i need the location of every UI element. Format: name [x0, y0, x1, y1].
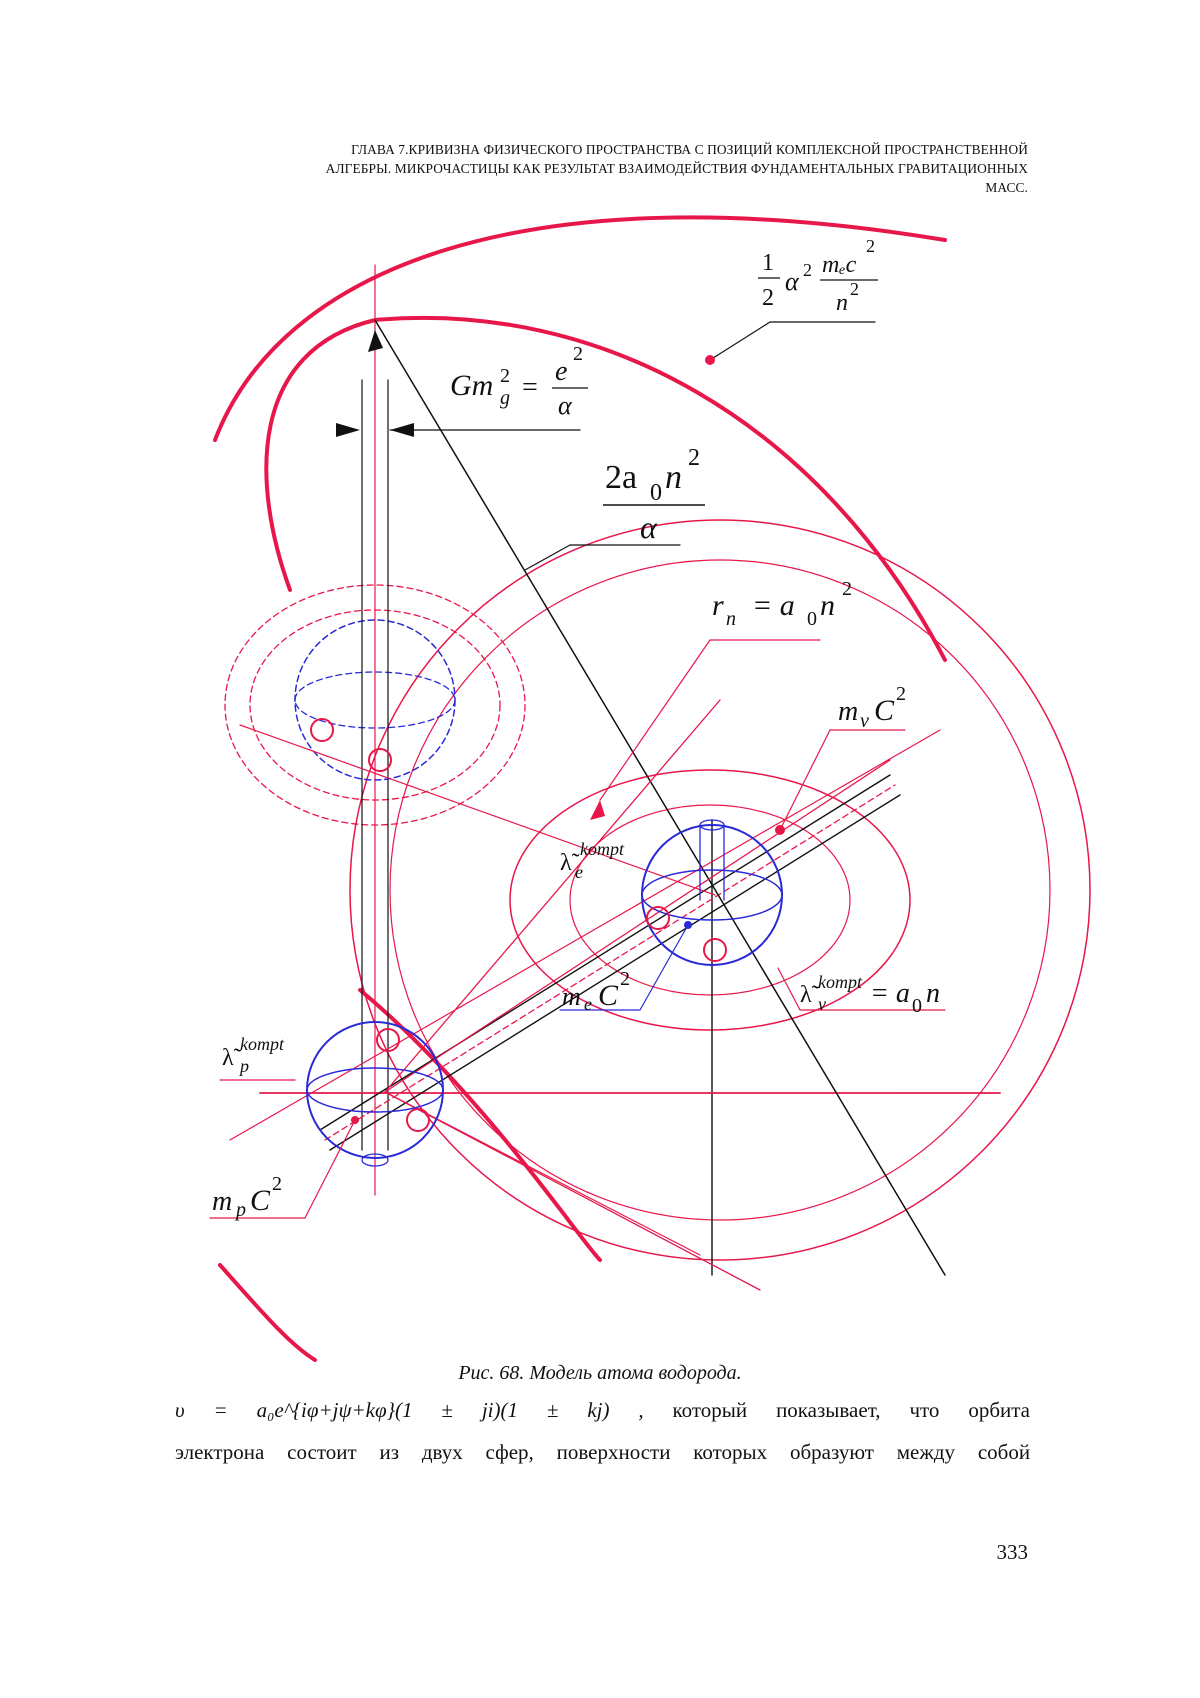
body-word: образуют: [789, 1440, 874, 1464]
leader-energy: [710, 322, 770, 360]
body-word: электрона: [175, 1440, 265, 1464]
body-line-2: [175, 1440, 1030, 1465]
page-number: 333: [996, 1540, 1028, 1564]
mp-sup: 2: [272, 1173, 282, 1195]
rn-eq: = a: [752, 589, 795, 622]
body-word: состоит: [287, 1440, 357, 1464]
mv-C: C: [874, 694, 895, 727]
leader-me: [640, 925, 688, 1010]
grav-lhs: Gm: [450, 369, 494, 402]
leader-mp: [305, 1120, 355, 1218]
lambda-e: λ̃: [560, 850, 572, 876]
lambda-p: λ̃: [222, 1045, 234, 1071]
dot-blue: [684, 921, 692, 929]
mp-sub: p: [236, 1199, 246, 1221]
diagonal-rail-1: [320, 775, 890, 1130]
rn-sub0: 0: [807, 608, 817, 630]
arrowhead-rn: [590, 800, 605, 820]
mv-m: m: [838, 696, 859, 727]
particle-marker: [407, 1109, 429, 1131]
body-word: орбита: [968, 1398, 1031, 1422]
lambda-e-sub: e: [575, 862, 583, 882]
energy-alpha: α: [785, 267, 799, 296]
outer-orbit-arc: [215, 217, 945, 440]
velocity-formula: υ = a₀e^{iφ+jψ+kφ}(1 ± ji)(1 ± kj) ,: [175, 1398, 644, 1422]
energy-num-sup: 2: [866, 236, 875, 256]
lambda-e-sup: kompt: [580, 839, 624, 859]
arrowhead-right: [336, 423, 360, 437]
body-word: между: [896, 1440, 956, 1464]
particle-marker: [704, 939, 726, 961]
figure-caption: Рис. 68. Модель атома водорода.: [458, 1362, 742, 1384]
energy-alpha-sup: 2: [803, 260, 812, 280]
lambda-p-sup: kompt: [240, 1034, 284, 1054]
dot: [775, 825, 785, 835]
red-radial-4: [385, 1092, 700, 1255]
mp-C: C: [250, 1184, 271, 1217]
particle-marker: [311, 719, 333, 741]
mp-m: m: [212, 1186, 233, 1217]
red-radial-6: [230, 730, 940, 1140]
body-word: двух: [421, 1440, 463, 1464]
red-radial-1: [385, 700, 720, 1092]
lambda-v-n: n: [926, 978, 940, 1009]
lower-orbit-arc: [220, 1265, 315, 1360]
grav-sup: 2: [500, 365, 510, 387]
body-word: которых: [693, 1440, 768, 1464]
grav-num: e: [555, 356, 568, 387]
orbit-circle-1: [350, 520, 1090, 1260]
body-word: поверхности: [556, 1440, 671, 1464]
mv-sub: ν: [860, 710, 869, 732]
lambda-v-sup: kompt: [818, 972, 862, 992]
energy-den-sup: 2: [850, 279, 859, 299]
leader-radius-big: [525, 545, 570, 570]
mv-sup: 2: [896, 683, 906, 705]
lambda-p-sub: p: [240, 1056, 249, 1076]
rn-n: n: [820, 589, 835, 622]
red-radial-5: [240, 725, 715, 895]
rn-sup: 2: [842, 578, 852, 600]
red-radial-2: [385, 760, 890, 1092]
rn-sub: n: [726, 608, 736, 630]
me-C: C: [598, 979, 619, 1012]
arrowhead-left: [390, 423, 414, 437]
me-sub: e: [584, 994, 592, 1014]
arrowhead-up: [368, 330, 383, 352]
header-line-2: АЛГЕБРЫ. МИКРОЧАСТИЦЫ КАК РЕЗУЛЬТАТ ВЗАИМОДЕЙСТВИЯ ФУНДАМЕНТАЛЬНЫХ ГРАВИТАЦИОННЫХ: [325, 161, 1028, 176]
body-word: сфер,: [485, 1440, 534, 1464]
energy-den: n: [836, 290, 848, 316]
lambda-v-sub0: 0: [912, 995, 922, 1017]
rbig-den: α: [640, 509, 657, 545]
grav-den: α: [558, 391, 572, 420]
energy-frac-num: 1: [762, 250, 774, 276]
grav-num-sup: 2: [573, 343, 583, 365]
header-line-3: МАСС.: [985, 180, 1028, 195]
body-word: что: [909, 1398, 940, 1422]
body-word: который: [672, 1398, 748, 1422]
rbig-num: 2a: [605, 459, 638, 496]
me-sup: 2: [620, 968, 630, 990]
rn-lhs: r: [712, 589, 724, 622]
body-word: показывает,: [776, 1398, 881, 1422]
lambda-v-rhs: = a: [870, 978, 910, 1009]
grav-eq: =: [522, 372, 538, 403]
dot: [705, 355, 715, 365]
me-m: m: [562, 982, 581, 1011]
body-word: собой: [977, 1440, 1031, 1464]
rbig-n: n: [665, 459, 682, 496]
header-line-1: ГЛАВА 7.КРИВИЗНА ФИЗИЧЕСКОГО ПРОСТРАНСТВА С ПОЗИЦИЙ КОМПЛЕКСНОЙ ПРОСТРАНСТВЕННОЙ: [351, 142, 1028, 157]
energy-frac-den: 2: [762, 285, 774, 311]
energy-num: mₑc: [822, 252, 857, 278]
dot: [351, 1116, 359, 1124]
grav-sub: g: [500, 387, 510, 409]
body-word: из: [379, 1440, 400, 1464]
rbig-sub: 0: [650, 480, 662, 506]
rbig-sup: 2: [688, 445, 700, 471]
body-line-1: [175, 1398, 1030, 1423]
lambda-v: λ̃: [800, 982, 812, 1008]
lambda-v-sub: v: [818, 994, 826, 1014]
